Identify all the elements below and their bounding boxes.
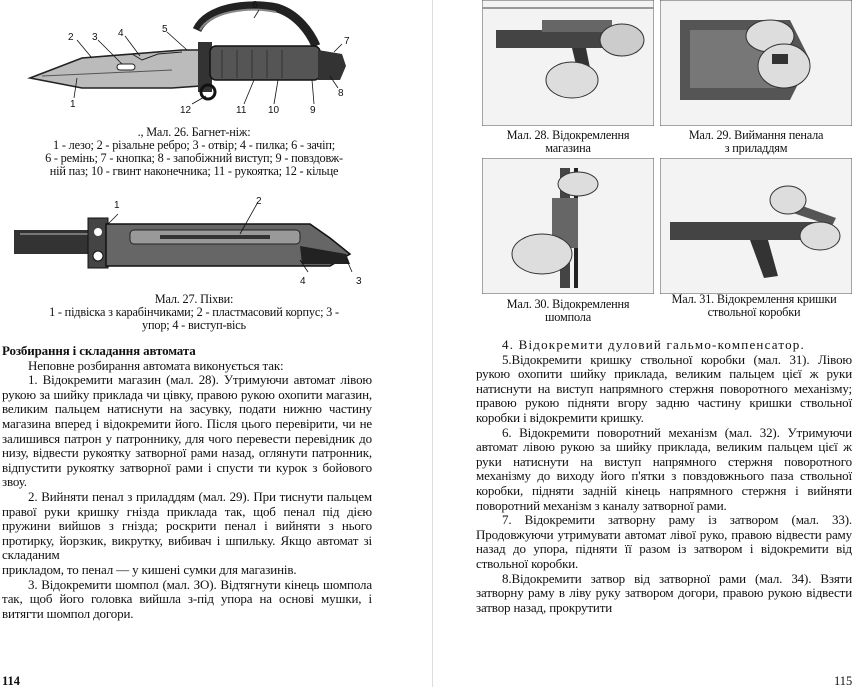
fig28-caption-line: магазина <box>545 141 591 155</box>
fig26-label-4: 4 <box>118 28 124 39</box>
left-body-text <box>2 344 372 621</box>
fig26-caption <box>6 126 382 178</box>
fig29-photo <box>660 0 852 126</box>
fig28-caption-line: Мал. 28. Відокремлення <box>506 128 630 142</box>
fig26-label-5: 5 <box>162 24 168 35</box>
fig30-photo <box>482 158 654 294</box>
fig29-caption <box>666 129 846 155</box>
paragraph: Неповне розбирання автомата виконується так: <box>28 357 284 373</box>
left-page <box>0 0 388 687</box>
fig26-label-9: 9 <box>310 105 316 116</box>
fig27-label-3: 3 <box>356 276 362 287</box>
fig27-caption-title: Мал. 27. Піхви: <box>154 292 234 306</box>
fig27-caption-line: 1 - підвіска з карабінчиками; 2 - пластмасовий корпус; 3 - <box>49 305 339 319</box>
fig28-photo <box>482 0 654 126</box>
fig26-label-3: 3 <box>92 32 98 43</box>
fig27-caption-line: упор; 4 - виступ-вісь <box>142 318 246 332</box>
fig26-caption-title: ., Мал. 26. Багнет-ніж: <box>137 125 251 139</box>
fig26-label-10: 10 <box>268 105 280 116</box>
paragraph: 5.Відокремити кришку ствольної коробки (мал. 31). Лівою рукою охопити шийку приклада, великим пальцем цієї ж руки натиснути на виступ напрямного стержня поворотного механізму; правою рукою підняти вгору задню частину кришки ствольної коробки і відокремити кришку. <box>476 351 852 425</box>
paragraph: 4. Відокремити дуловий гальмо-компенсатор. <box>502 337 805 352</box>
paragraph: 8.Відокремити затвор від затворної рами (мал. 34). Взяти затворну раму в ліву руку затвором догори, правою рукою відвести затвор назад, прокрутити <box>476 570 852 615</box>
right-page <box>474 0 857 687</box>
fig29-caption-line: з приладдям <box>724 141 788 155</box>
paragraph: 7. Відокремити затворну раму із затвором (мал. 33). Продовжуючи утримувати автомат лівої руко, правою відвести раму назад до упора, підняти її разом із затвором і відокремити від ствольної коробки. <box>476 512 852 571</box>
fig27-caption <box>6 293 382 332</box>
page-number-left: 114 <box>2 674 21 688</box>
fig26-caption-line: ній паз; 10 - гвинт наконечника; 11 - рукоятка; 12 - кільце <box>49 164 339 178</box>
fig31-caption-line: ствольної коробки <box>707 305 801 319</box>
page-number-right: 115 <box>834 674 853 688</box>
fig27-label-4: 4 <box>300 276 306 287</box>
fig28-caption <box>482 129 654 155</box>
fig30-caption-line: шомпола <box>545 310 591 324</box>
page-gutter <box>432 0 433 687</box>
fig26-caption-line: 1 - лезо; 2 - різальне ребро; 3 - отвір; 4 - пилка; 6 - зачіп; <box>53 138 335 152</box>
fig26-label-2: 2 <box>68 32 74 43</box>
right-body-text <box>476 338 852 615</box>
fig31-caption-line: Мал. 31. Відокремлення кришки <box>671 292 837 306</box>
fig26-label-7: 7 <box>344 36 350 47</box>
fig26-label-8: 8 <box>338 88 344 99</box>
fig26-label-12: 12 <box>180 105 192 116</box>
fig29-caption-line: Мал. 29. Виймання пенала <box>688 128 824 142</box>
paragraph: 6. Відокремити поворотний механізм (мал. 32). Утримуючи автомат лівою рукою за шийку приклада, великим пальцем цієї ж руки натиснути на виступ напрямного стержня поворотного механізму до виходу його п'ятки з повздовжнього паза ствольної коробки, підняти задній кінець напрямного стержня і вийняти поворотний механізм з каналу затворної рами. <box>476 424 852 513</box>
fig30-caption-line: Мал. 30. Відокремлення <box>506 297 630 311</box>
fig30-caption <box>482 298 654 324</box>
paragraph: 3. Відокремити шомпол (мал. ЗО). Відтягнути кінець шомпола так, щоб його головка вийшла з-під упора на основі мушки, і витягти шомпол догори. <box>2 576 372 621</box>
bayonet-knife-figure <box>22 0 367 124</box>
fig26-label-11: 11 <box>236 105 247 116</box>
fig31-photo <box>660 158 852 294</box>
scabbard-figure <box>10 194 366 290</box>
fig26-label-1: 1 <box>70 99 76 110</box>
fig26-label-6: 6 <box>252 0 258 11</box>
fig26-caption-line: 6 - ремінь; 7 - кнопка; 8 - запобіжний виступ; 9 - повздовж- <box>45 151 343 165</box>
section-heading: Розбирання і складання автомата <box>2 343 196 358</box>
fig27-label-2: 2 <box>256 196 262 207</box>
paragraph: 1. Відокремити магазин (мал. 28). Утримуючи автомат лівою рукою за шийку приклада чи цівку, правою рукою охопити магазин, великим пальцем натиснути на засувку, подати нижню частину магазина вперед і відокремити його. Після цього перевірити, чи не залишився патрон у патроннику, для чого перевести перевідник до низу, відвести рукоятку затворної рами назад, оглянути патронник, відпустити рукоятку затворної рами і спусти ти курок з бойового звоу. <box>2 372 372 490</box>
fig27-label-1: 1 <box>114 200 120 211</box>
fig31-caption <box>654 293 854 319</box>
paragraph: 2. Вийняти пенал з приладдям (мал. 29). При тиснути пальцем правої руки кришку гнізда приклада так, щоб пенал під дією пружини вийшов з гнізда; роскрити пенал і вийняти з нього протирку, йорзкик, викрутку, вибивач і шпильку. Якщо автомат зі складаним <box>2 488 372 563</box>
paragraph: прикладом, то пенал — у кишені сумки для магазинів. <box>2 561 297 577</box>
